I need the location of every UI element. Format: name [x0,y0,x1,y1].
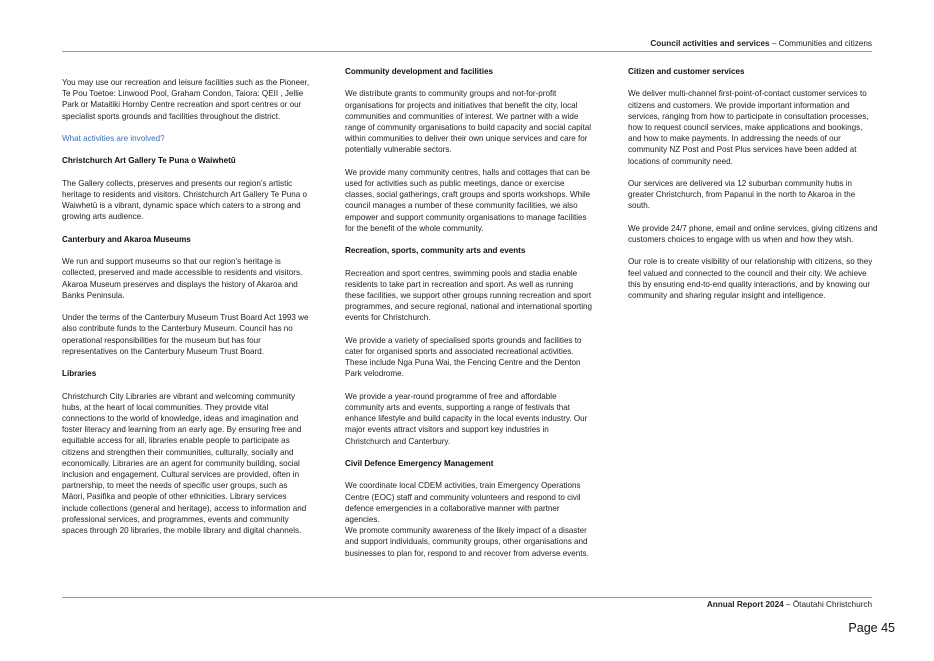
header-separator: – [769,39,779,48]
community-paragraph-2: We provide many community centres, halls and cottages that can be used for activities such as public meetings, dance or exercise classes, social gatherings, craft groups and sports workshops. While council manages a number of these community facilities, we also empower and support community organisations to manage facilities for the benefit of the whole community. [345,167,591,233]
citizen-paragraph-2: Our services are delivered via 12 suburban community hubs in greater Christchurch, from Papanui in the north to Akaroa in the south. [628,179,856,211]
recreation-paragraph-2: We provide a variety of specialised sports grounds and facilities to cater for organised sports and associated recreational activities. These include Nga Puna Wai, the Fencing Centre and the Denton Park velodrome. [345,335,582,379]
footer-separator: – [783,600,793,609]
recreation-paragraph-3: We provide a year-round programme of free and affordable community arts and events, supporting a range of festivals that enhance lifestyle and build capacity in the local events industry. Our major events attract visitors and support key industries in Christchurch and Canterbury. [345,391,588,446]
libraries-paragraph: Christchurch City Libraries are vibrant and welcoming community hubs, at the heart of local communities. They provide vital connections to the world of knowledge, ideas and imagination and foster literacy and learning from an early age. By ensuring free and equitable access for all, libraries enable people to participate as citizens and strengthen their communities, culturally, socially and economically. Libraries are an agent for community building, social inclusion and engagement. Cultural services are provided, often in partnership, to meet the needs of specific user groups, such as Māori, Pasifika and people of other ethnicities. Library services include collections (general and heritage), access to information and professional services, and programmes, events and community spaces through 20 libraries, the mobile library and digital channels. [62,391,307,535]
citizen-paragraph-3: We provide 24/7 phone, email and online services, giving citizens and customers choices to engage with us when and how they wish. [628,223,878,244]
citizen-paragraph-4: Our role is to create visibility of our relationship with citizens, so they feel valued and connected to the council and their city. We achieve this by ensuring end-to-end quality interactions, and by knowing our community and sharing regular insight and intelligence. [628,257,873,300]
civil-defence-heading: Civil Defence Emergency Management [345,459,494,468]
gallery-heading: Christchurch Art Gallery Te Puna o Waiwhetū [62,156,236,166]
citizen-heading: Citizen and customer services [628,67,745,76]
community-paragraph: We distribute grants to community groups and not-for-profit organisations for projects and initiatives that benefit the city, local communities and communities of interest. We partner with a wide range of community organisations to build capacity and social capital within communities to deliver their own unique services and care for potentially vulnerable sectors. [345,89,592,155]
activities-link[interactable]: What activities are involved? [62,134,165,143]
footer-report: Annual Report 2024 [706,600,784,609]
museums-paragraph: We run and support museums so that our region’s heritage is collected, preserved and made accessible to residents and visitors. Akaroa Museum preserves and displays the history of Akaroa and Banks Peninsula. [62,257,303,300]
gallery-paragraph: The Gallery collects, preserves and presents our region’s artistic heritage to residents and visitors. Christchurch Art Gallery Te Puna o Waiwhetū is a vibrant, dynamic space which caters to a strong and growing arts audience. [62,178,308,222]
civil-defence-paragraph-2: We promote community awareness of the likely impact of a disaster and support individuals, community groups, other organisations and businesses to plan for, respond to and recover from adverse events. [345,526,589,558]
header-subsection: Communities and citizens [778,39,872,48]
recreation-heading: Recreation, sports, community arts and events [345,246,526,256]
header-rule [62,51,872,52]
citizen-paragraph: We deliver multi-channel first-point-of-contact customer services to citizens and customers. We provide important information and services, ranging from how to participate in consultation processes, how to request council services, make applications and bookings, and how to make payments. In addressing the needs of our community NZ Post and Post Plus services have been added at locations of community need. [628,89,869,166]
museums-heading: Canterbury and Akaroa Museums [62,234,191,244]
footer-city: Ōtautahi Christchurch [792,600,872,609]
libraries-heading: Libraries [62,369,97,379]
page-number: Page 45 [848,621,895,635]
page-header [650,39,872,48]
museums-paragraph-2: Under the terms of the Canterbury Museum Trust Board Act 1993 we also contribute funds to the Canterbury Museum. Council has no operational responsibilities for the museum but has four representatives on the Canterbury Museum Trust Board. [62,313,309,356]
civil-defence-paragraph: We coordinate local CDEM activities, train Emergency Operations Centre (EOC) staff and community volunteers and respond to civil defence emergencies in a collaborative manner with partner agencies. [345,481,581,524]
page-footer [707,600,872,609]
header-section: Council activities and services [650,39,770,48]
recreation-paragraph: Recreation and sport centres, swimming pools and stadia enable residents to take part in recreation and sport. As well as running these facilities, we support other groups running recreation and sport programmes, and secure regional, national and international sporting events for Christchurch. [345,268,593,323]
column-middle [345,66,595,559]
intro-paragraph: You may use our recreation and leisure facilities such as the Pioneer, Te Pou Toetoe: Linwood Pool, Graham Condon, Taiora: QEII , Jellie Park or Mataitiki Hornby Centre recreation and sport centres or our specialist sports grounds and facilities throughout the district. [62,78,310,121]
column-right [628,66,878,301]
column-left [62,77,312,536]
community-heading: Community development and facilities [345,67,493,76]
footer-rule [62,597,872,598]
